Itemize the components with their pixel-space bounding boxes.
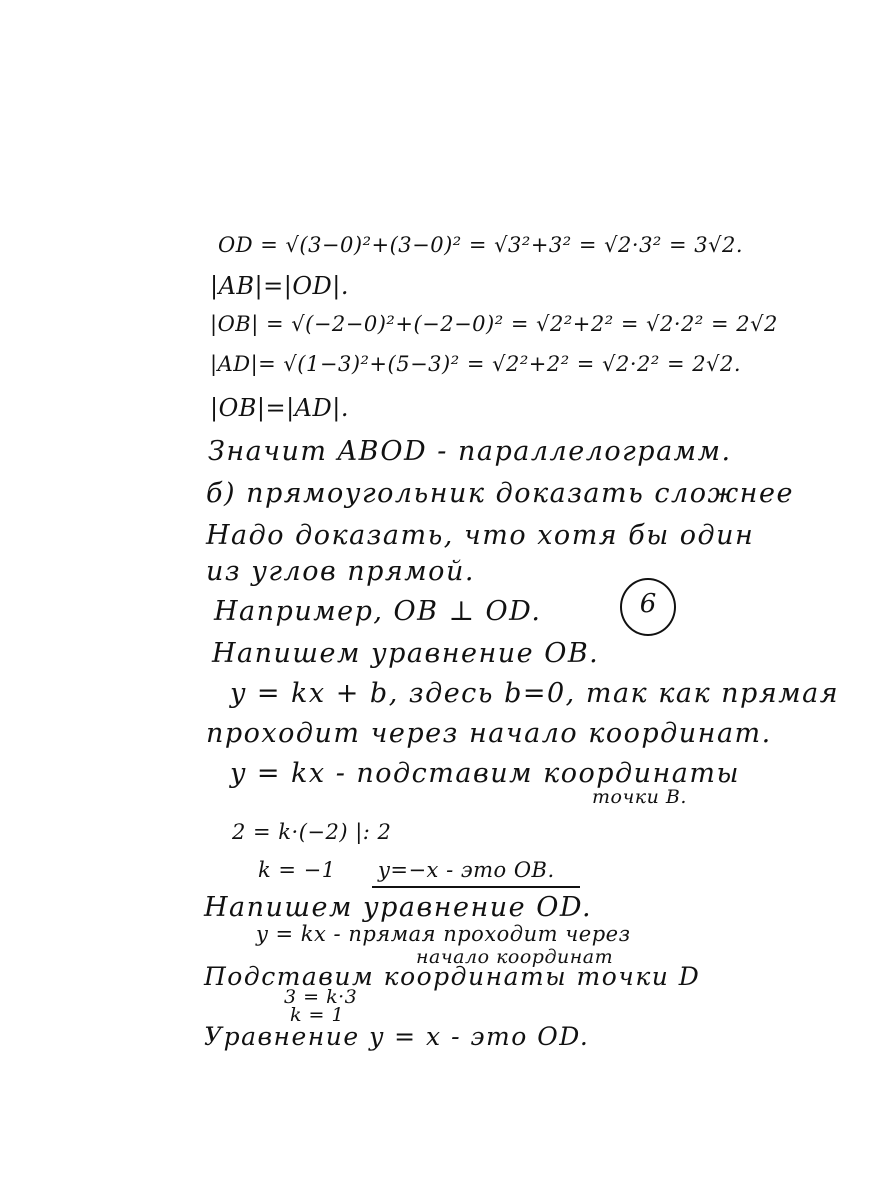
line-k-minus-one: k = −1 (258, 858, 336, 882)
line-conclusion-parallelogram: Значит ABOD - параллелограмм. (208, 436, 732, 467)
line-y-kx-od: y = kx - прямая проходит через (256, 922, 631, 946)
line-solve-k-ob: 2 = k·(−2) |: 2 (232, 820, 392, 844)
line-ob-equals-ad: |OB|=|AD|. (210, 394, 349, 422)
score-circle (620, 578, 676, 636)
line-ob-length: |OB| = √(−2−0)²+(−2−0)² = √2²+2² = √2·2² = 2√2 (210, 312, 778, 336)
line-ad-length: |AD|= √(1−3)²+(5−3)² = √2²+2² = √2·2² = 2√2. (210, 352, 741, 376)
line-ob-equation-result: y=−x - это OB. (378, 858, 555, 882)
line-od-equation-result: Уравнение y = x - это OD. (204, 1022, 590, 1051)
line-rectangle-proof: б) прямоугольник доказать сложнее (206, 478, 794, 509)
line-equation-od: Напишем уравнение OD. (204, 892, 593, 923)
line-right-angle: из углов прямой. (206, 556, 475, 587)
line-for-example: Например, OB ⊥ OD. (214, 596, 542, 627)
line-origin-od: начало координат (416, 946, 614, 968)
line-substitute-b: y = kx - подставим координаты (230, 758, 740, 789)
line-y-kx-b: y = kx + b, здесь b=0, так как прямая (230, 678, 840, 709)
line-point-b: точки B. (592, 786, 687, 808)
line-k-one: k = 1 (290, 1004, 345, 1026)
line-ab-equals-od: |AB|=|OD|. (210, 272, 349, 300)
line-substitute-d: Подставим координаты точки D (204, 962, 701, 991)
line-solve-k-od: 3 = k·3 (284, 986, 358, 1008)
line-od-length: OD = √(3−0)²+(3−0)² = √3²+3² = √2·3² = 3√2. (218, 233, 744, 257)
score-mark: 6 (639, 589, 657, 619)
line-through-origin: проходит через начало координат. (206, 718, 772, 749)
line-need-to-prove: Надо доказать, что хотя бы один (206, 520, 755, 551)
result-underline (372, 886, 580, 888)
line-equation-ob: Напишем уравнение OB. (212, 638, 600, 669)
